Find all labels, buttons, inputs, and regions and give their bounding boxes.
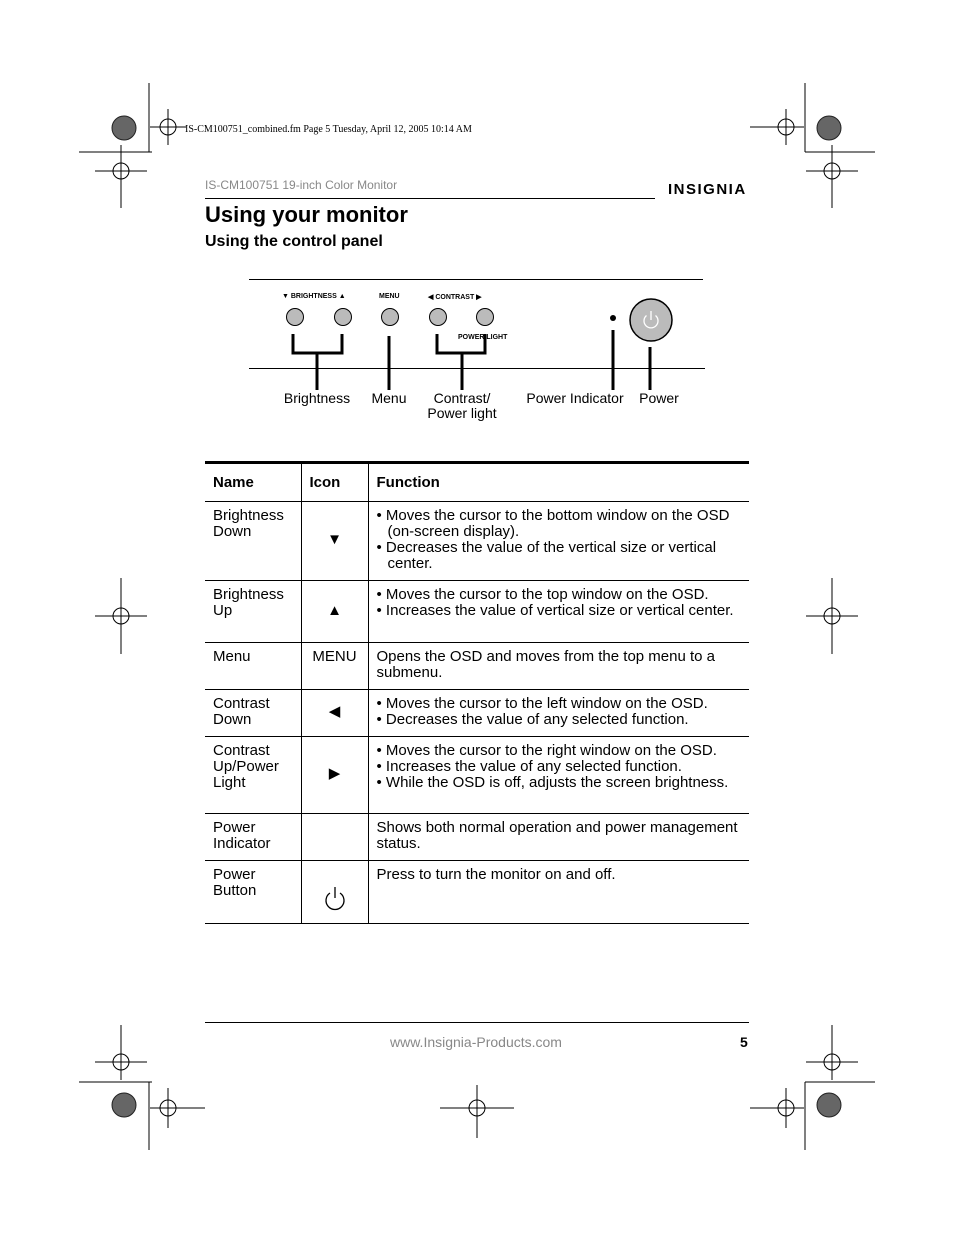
table-row xyxy=(205,502,749,581)
callout-power: Power xyxy=(639,390,679,406)
menu-panel-label: MENU xyxy=(379,293,400,300)
page-number: 5 xyxy=(740,1034,748,1050)
footer-url: www.Insignia-Products.com xyxy=(390,1034,562,1050)
power-icon xyxy=(301,861,368,924)
row-function: Shows both normal operation and power management status. xyxy=(368,814,749,861)
triangle-up-icon: ▲ xyxy=(301,581,368,643)
table-row xyxy=(205,581,749,643)
header-function: Function xyxy=(368,463,749,502)
row-name: Brightness Down xyxy=(205,502,301,581)
row-function xyxy=(368,737,749,814)
menu-text: MENU xyxy=(301,643,368,690)
row-function xyxy=(368,690,749,737)
table-header-row xyxy=(205,463,749,502)
row-function: Opens the OSD and moves from the top menu to a submenu. xyxy=(368,643,749,690)
table-row xyxy=(205,861,749,924)
function-bullet: • Increases the value of any selected function. xyxy=(377,759,742,775)
page-title: Using your monitor xyxy=(205,202,408,227)
table-row xyxy=(205,814,749,861)
row-name: Contrast Down xyxy=(205,690,301,737)
power-icon xyxy=(323,885,347,911)
callout-lines xyxy=(0,0,954,400)
footer-rule xyxy=(205,1022,749,1023)
function-bullet: • Moves the cursor to the right window on the OSD. xyxy=(377,743,742,759)
row-name: Power Indicator xyxy=(205,814,301,861)
table-row xyxy=(205,737,749,814)
callout-menu: Menu xyxy=(371,390,407,406)
row-function xyxy=(368,581,749,643)
row-function xyxy=(368,502,749,581)
row-function: Press to turn the monitor on and off. xyxy=(368,861,749,924)
table-row xyxy=(205,690,749,737)
power-light-panel-label: POWER LIGHT xyxy=(458,334,508,341)
section-heading: Using the control panel xyxy=(205,233,383,250)
row-name: Power Button xyxy=(205,861,301,924)
function-bullet: • Moves the cursor to the left window on the OSD. xyxy=(377,696,742,712)
triangle-right-icon: ▶ xyxy=(301,737,368,814)
triangle-down-icon: ▼ xyxy=(301,502,368,581)
function-bullet: • Moves the cursor to the bottom window on the OSD (on-screen display). xyxy=(377,508,742,540)
insignia-logo: INSIGNIA xyxy=(668,181,747,198)
brightness-panel-label: ▼ BRIGHTNESS ▲ xyxy=(282,293,346,300)
row-name: Menu xyxy=(205,643,301,690)
print-slug: IS-CM100751_combined.fm Page 5 Tuesday, April 12, 2005 10:14 AM xyxy=(185,124,472,135)
contrast-panel-label: ◀ CONTRAST ▶ xyxy=(428,294,482,301)
empty-icon-cell xyxy=(301,814,368,861)
callout-brightness: Brightness xyxy=(283,390,351,406)
header-name: Name xyxy=(205,463,301,502)
function-bullet: • Moves the cursor to the top window on the OSD. xyxy=(377,587,742,603)
triangle-left-icon: ◀ xyxy=(301,690,368,737)
control-function-table xyxy=(205,461,749,924)
row-name: Brightness Up xyxy=(205,581,301,643)
function-bullet: • While the OSD is off, adjusts the screen brightness. xyxy=(377,775,742,791)
function-bullet: • Decreases the value of any selected function. xyxy=(377,712,742,728)
function-bullet: • Decreases the value of the vertical size or vertical center. xyxy=(377,540,742,572)
running-header: IS-CM100751 19-inch Color Monitor xyxy=(205,178,398,192)
table-row xyxy=(205,643,749,690)
callout-power-indicator: Power Indicator xyxy=(526,390,624,406)
header-icon: Icon xyxy=(301,463,368,502)
row-name: Contrast Up/Power Light xyxy=(205,737,301,814)
callout-contrast: Contrast/ Power light xyxy=(427,390,497,421)
function-bullet: • Increases the value of vertical size or vertical center. xyxy=(377,603,742,619)
